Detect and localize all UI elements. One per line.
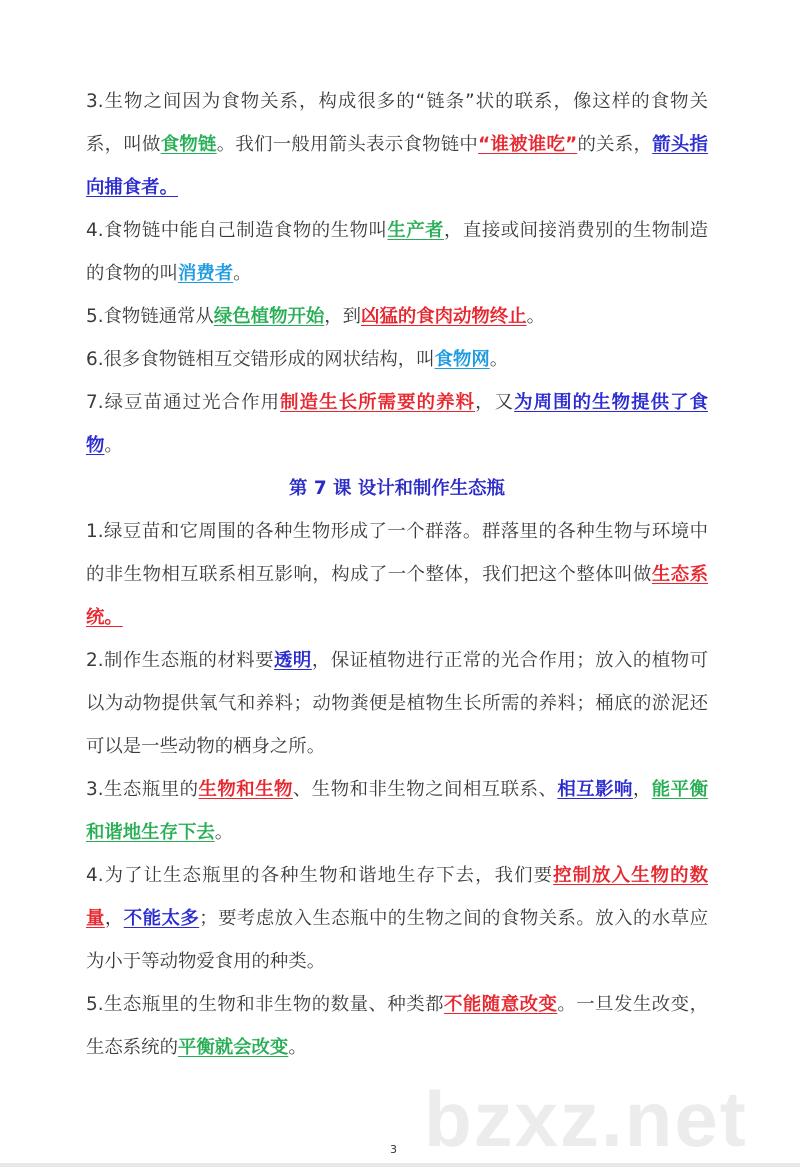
text-segment: 。: [104, 435, 123, 456]
highlighted-keyword: 不能太多: [123, 908, 200, 929]
text-segment: 、生物和非生物之间相互联系、: [292, 779, 558, 800]
text-segment: 的关系，: [577, 134, 653, 155]
text-segment: 7.绿豆苗通过光合作用: [86, 392, 281, 413]
paragraph: [86, 768, 708, 854]
paragraph: [86, 510, 708, 639]
text-segment: 。: [489, 349, 509, 370]
page-bottom-edge: [0, 1163, 800, 1167]
highlighted-keyword: 箭头指向捕食者。: [86, 134, 708, 198]
text-segment: 2.制作生态瓶的材料要: [86, 650, 275, 671]
paragraph: [86, 381, 708, 467]
text-segment: 4.为了让生态瓶里的各种生物和谐地生存下去，我们要: [86, 865, 554, 886]
highlighted-keyword: 消费者: [177, 263, 234, 284]
paragraph: [86, 854, 708, 983]
text-segment: 4.食物链中能自己制造食物的生物叫: [86, 220, 388, 241]
paragraph: [86, 338, 708, 381]
text-segment: 5.生态瓶里的生物和非生物的数量、种类都: [86, 994, 445, 1015]
paragraph: [86, 295, 708, 338]
text-segment: 。我们一般用箭头表示食物链中: [216, 134, 479, 155]
text-segment: ；要考虑放入生态瓶中的生物之间的食物关系。放入的水草应为小于等动物爱食用的种类。: [86, 908, 708, 972]
text-segment: ，直接或间接消费别的生物制造的食物的叫: [86, 220, 708, 284]
highlighted-keyword: 生产者: [387, 220, 445, 241]
text-segment: 。: [233, 263, 252, 284]
paragraph: [86, 983, 708, 1069]
highlighted-keyword: 绿色植物开始: [213, 306, 325, 327]
document-page: [86, 80, 708, 1069]
highlighted-keyword: 平衡就会改变: [177, 1037, 289, 1058]
highlighted-keyword: 相互影响: [557, 779, 633, 800]
text-segment: 。一旦发生改变，生态系统的: [86, 994, 708, 1058]
text-segment: 第 7 课 设计和制作生态瓶: [289, 478, 505, 499]
text-segment: 。: [288, 1037, 307, 1058]
highlighted-keyword: 生态系统。: [86, 564, 708, 628]
highlighted-keyword: 不能随意改变: [444, 994, 558, 1015]
page-footer: [0, 1075, 800, 1161]
highlighted-keyword: 食物链: [160, 134, 217, 155]
highlighted-keyword: 生物和生物: [198, 779, 293, 800]
text-segment: ，: [632, 779, 652, 800]
highlighted-keyword: 食物网: [434, 349, 490, 370]
text-segment: ，保证植物进行正常的光合作用；放入的植物可以为动物提供氧气和养料；动物粪便是植物生长所需的养料；桶底的淤泥还可以是一些动物的栖身之所。: [86, 650, 708, 757]
highlighted-keyword: 能平衡和谐地生存下去: [86, 779, 708, 843]
highlighted-keyword: 凶猛的食肉动物终止: [361, 306, 527, 327]
paragraph: [86, 80, 708, 209]
text-segment: 。: [214, 822, 234, 843]
text-segment: 5.食物链通常从: [86, 306, 214, 327]
highlighted-keyword: 透明: [274, 650, 312, 671]
text-segment: ，: [104, 908, 124, 929]
text-segment: 3.生态瓶里的: [86, 779, 199, 800]
text-segment: 。: [526, 306, 545, 327]
text-segment: ，到: [324, 306, 362, 327]
watermark: bzxz.net: [424, 1075, 748, 1163]
section-heading: [86, 467, 708, 510]
text-segment: ，又: [475, 392, 515, 413]
text-segment: 6.很多食物链相互交错形成的网状结构，叫: [86, 349, 435, 370]
paragraph: [86, 209, 708, 295]
highlighted-keyword: 为周围的生物提供了食物: [86, 392, 708, 456]
paragraph: [86, 639, 708, 768]
text-segment: 3.生物之间因为食物关系，构成很多的“链条”状的联系，像这样的食物关系，叫做: [86, 91, 708, 155]
page-number: 3: [390, 1143, 397, 1156]
highlighted-keyword: 制造生长所需要的养料: [280, 392, 476, 413]
text-segment: 1.绿豆苗和它周围的各种生物形成了一个群落。群落里的各种生物与环境中的非生物相互联系相互影响，构成了一个整体，我们把这个整体叫做: [86, 521, 708, 585]
highlighted-keyword: 控制放入生物的数量: [86, 865, 708, 929]
highlighted-keyword: “谁被谁吃”: [478, 134, 578, 155]
